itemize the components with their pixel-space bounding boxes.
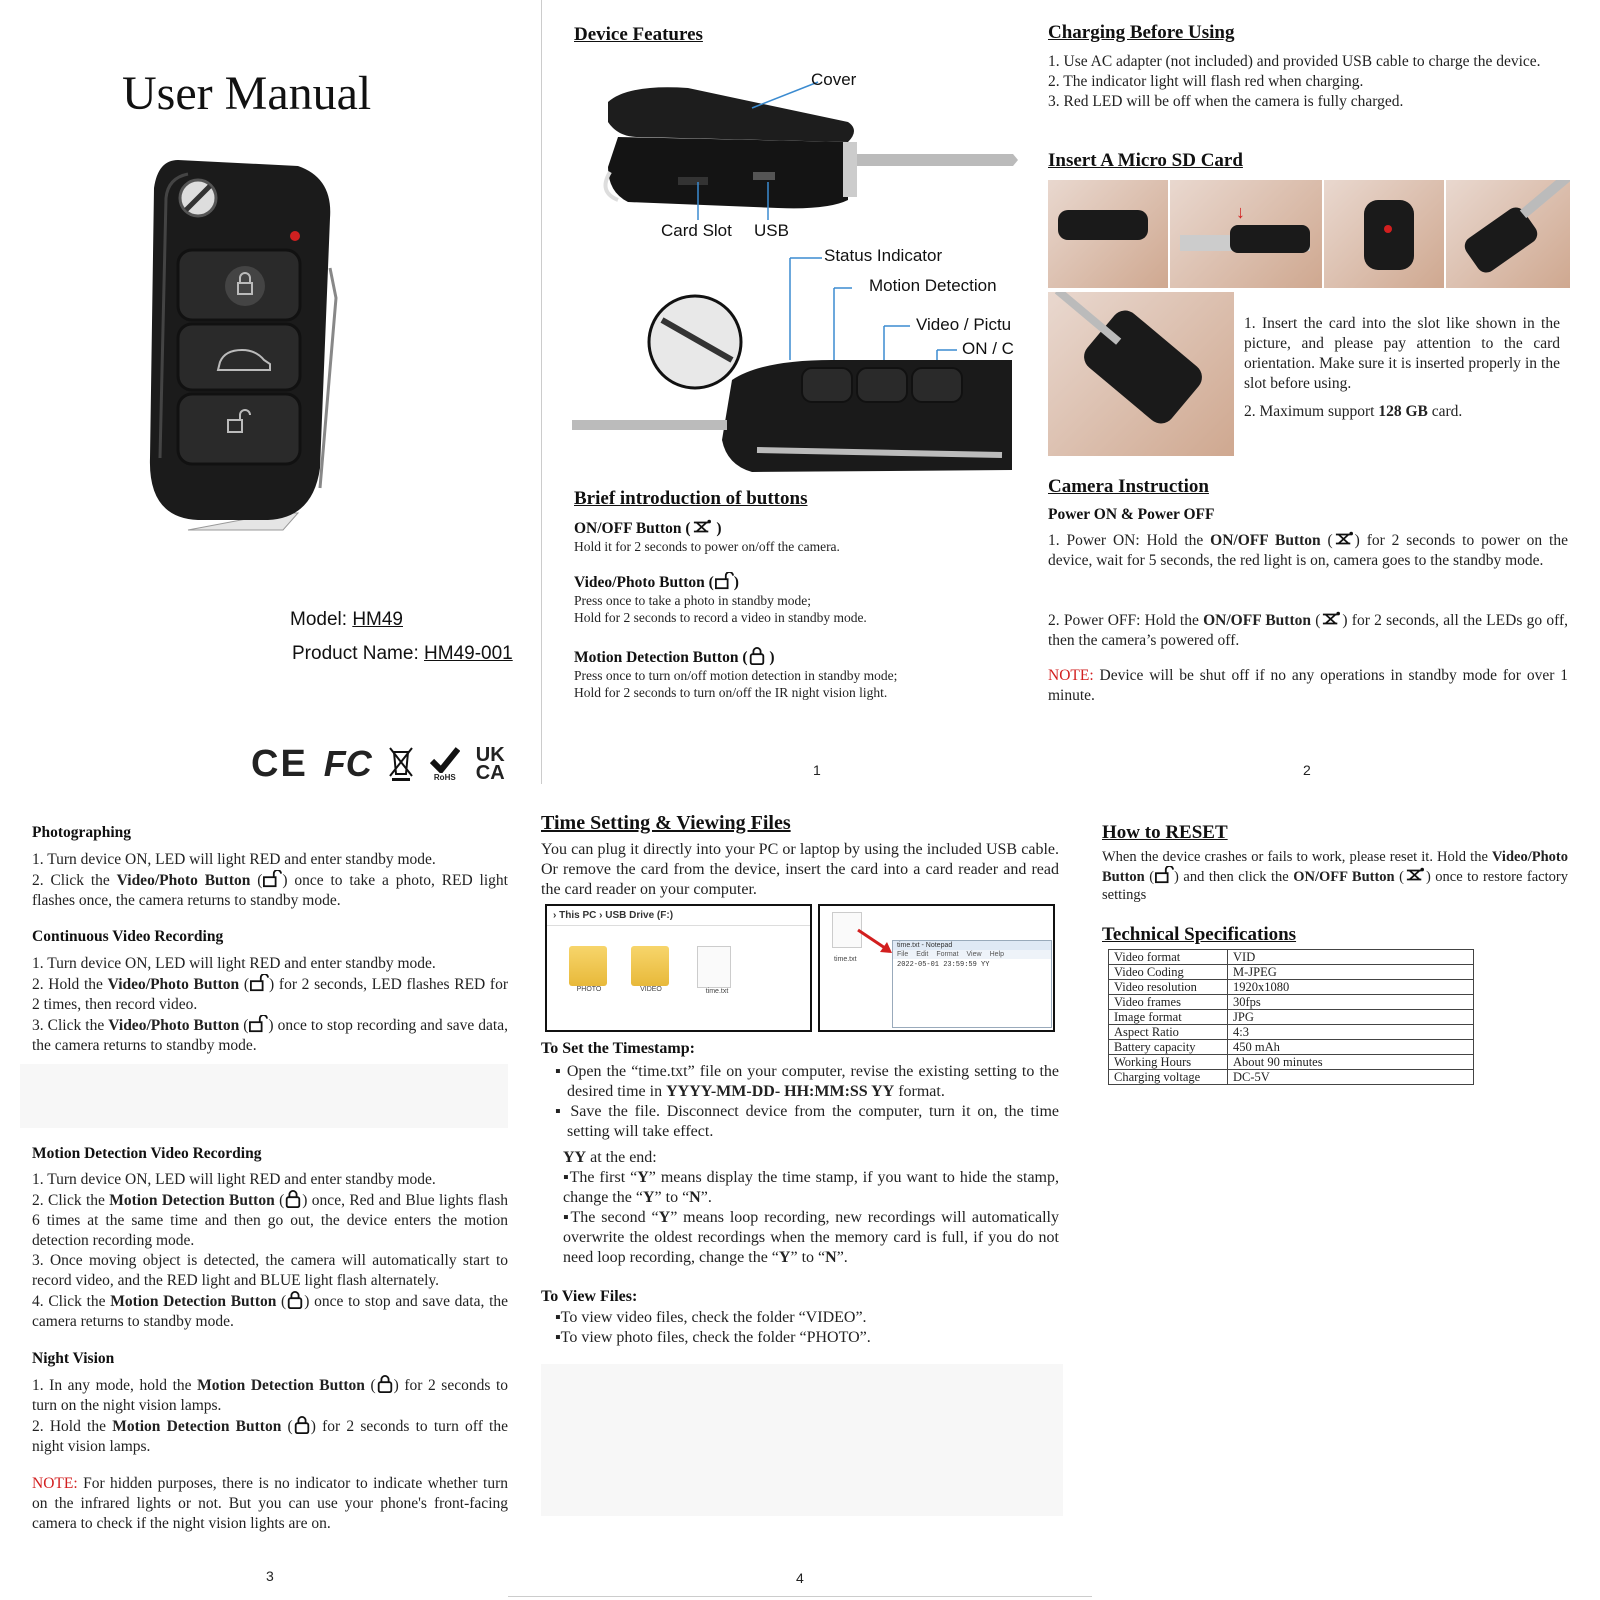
motion-recording-title: Motion Detection Video Recording <box>32 1145 262 1162</box>
reset-instruction: When the device crashes or fails to work, please reset it. Hold the Video/Photo Button ( ) and then click the ON/OFF Button ( ) once to restore factory settings <box>1102 849 1568 903</box>
menu-help[interactable]: Help <box>989 951 1004 958</box>
label-cover: Cover <box>811 70 857 89</box>
charging-list <box>1048 52 1568 112</box>
page-number-4: 4 <box>796 1570 804 1586</box>
spec-label: Video format <box>1109 950 1228 965</box>
yy-explanation: YY at the end: ▪The first “Y” means display the time stamp, if you want to hide the stamp, change the “Y” to “N”. ▪The second “Y” means loop recording, new recordings will automatically overwrite the oldest recordings when the memory card is full, if you do not need loop recording, change the “Y” to “N”. <box>563 1149 1060 1266</box>
spec-row <box>1109 1010 1474 1025</box>
page-number-2: 2 <box>1303 762 1311 778</box>
spec-label: Aspect Ratio <box>1109 1025 1228 1040</box>
spec-value: DC-5V <box>1228 1070 1474 1085</box>
label-motion-detection: Motion Detection <box>869 276 997 295</box>
power-on-instruction: 1. Power ON: Hold the ON/OFF Button ( ) for 2 seconds to power on the device, wait for 5 seconds, the red light is on, camera goes to the standby mode. <box>1048 532 1568 569</box>
weee-bin-icon <box>388 746 414 782</box>
rohs-mark: RoHS <box>430 747 460 782</box>
page-divider <box>541 0 542 784</box>
spec-value: About 90 minutes <box>1228 1055 1474 1070</box>
spec-row <box>1109 1055 1474 1070</box>
sdcard-instruction-2: 2. Maximum support 128 GB card. <box>1244 403 1463 420</box>
file-time-txt[interactable]: time.txt <box>697 946 737 1002</box>
spec-row <box>1109 995 1474 1010</box>
sdcard-photo-1 <box>1048 180 1168 288</box>
notepad-window: time.txt - Notepad File Edit Format View Help 2022-05-01 23:59:59 YY <box>892 940 1052 1028</box>
car-key-image <box>148 158 343 543</box>
sdcard-title: Insert A Micro SD Card <box>1048 150 1243 171</box>
specs-table <box>1108 949 1474 1085</box>
spec-value: 30fps <box>1228 995 1474 1010</box>
menu-view[interactable]: View <box>966 951 982 958</box>
sdcard-photo-3 <box>1324 180 1444 288</box>
spec-row <box>1109 1040 1474 1055</box>
label-usb: USB <box>754 221 789 240</box>
power-icon <box>691 518 713 536</box>
night-vision-title: Night Vision <box>32 1350 115 1367</box>
spec-value: 450 mAh <box>1228 1040 1474 1055</box>
spec-label: Working Hours <box>1109 1055 1228 1070</box>
unlock-icon <box>248 1015 268 1033</box>
page-number-3: 3 <box>266 1568 274 1584</box>
notepad-menu <box>893 950 1051 959</box>
text-file-icon <box>697 946 731 988</box>
ce-mark: CE <box>251 742 308 785</box>
menu-edit[interactable]: Edit <box>916 951 929 958</box>
unlock-icon <box>262 870 282 888</box>
notepad-content[interactable]: 2022-05-01 23:59:59 YY <box>897 961 990 969</box>
night-vision-steps: 1. In any mode, hold the Motion Detection Button ( ) for 2 seconds to turn on the night vision lamps. 2. Hold the Motion Detection Button ( ) for 2 seconds to turn off the night vision lamps. <box>32 1377 509 1455</box>
spec-label: Image format <box>1109 1010 1228 1025</box>
explorer-screenshot <box>545 904 812 1032</box>
product-name-value: HM49-001 <box>424 643 513 664</box>
sdcard-instruction-1: 1. Insert the card into the slot like shown in the picture, and please pay attention to the card orientation. Make sure it is inserted properly in the slot before using. <box>1244 315 1560 392</box>
spec-label: Battery capacity <box>1109 1040 1228 1055</box>
product-name-line: Product Name: HM49-001 <box>292 643 513 664</box>
spec-row <box>1109 950 1474 965</box>
unlock-icon <box>714 572 734 590</box>
spec-value: M-JPEG <box>1228 965 1474 980</box>
sdcard-photo-large <box>1048 292 1234 456</box>
blank-panel <box>20 1064 508 1128</box>
sdcard-photo-4 <box>1446 180 1570 288</box>
spec-row <box>1109 1070 1474 1085</box>
folder-icon <box>569 946 607 986</box>
slot-leader-lines <box>690 180 790 222</box>
folder-video[interactable]: VIDEO <box>631 946 671 1002</box>
model-line: Model: HM49 <box>290 609 403 630</box>
power-icon <box>1320 610 1342 628</box>
device-features-title: Device Features <box>574 24 703 45</box>
bottom-rule <box>508 1596 1092 1597</box>
spec-value: 1920x1080 <box>1228 980 1474 995</box>
spec-label: Video resolution <box>1109 980 1228 995</box>
unlock-icon <box>249 974 269 992</box>
page-number-1: 1 <box>813 762 821 778</box>
spec-value: VID <box>1228 950 1474 965</box>
charging-item: 1. Use AC adapter (not included) and provided USB cable to charge the device. <box>1048 53 1541 70</box>
motion-button-desc: Motion Detection Button ( ) Press once to turn on/off motion detection in standby mode; Hold for 2 seconds to turn on/off the IR night vision light. <box>574 649 898 700</box>
ukca-mark: UK CA <box>475 744 505 784</box>
lock-icon <box>293 1416 311 1434</box>
charging-title: Charging Before Using <box>1048 22 1235 43</box>
motion-recording-steps: 1. Turn device ON, LED will light RED and enter standby mode. 2. Click the Motion Detection Button ( ) once, Red and Blue lights flash 6 times at the same time and then go out, the device enters the motion detection recording mode. 3. Once moving object is detected, the camera will automatically start to record video, and the RED light and BLUE light flash alternately. 4. Click the Motion Detection Button ( ) once to stop and save data, the camera returns to standby mode. <box>32 1171 509 1330</box>
time-setting-intro: You can plug it directly into your PC or laptop by using the included USB cable. Or remove the card from the device, insert the card into a card reader and read the card reader on your computer. <box>541 841 1059 898</box>
power-icon <box>1333 530 1355 548</box>
charging-item: 3. Red LED will be off when the camera is fully charged. <box>1048 93 1404 110</box>
lock-icon <box>376 1375 394 1393</box>
unlock-icon <box>1154 866 1174 884</box>
video-photo-button-desc: Video/Photo Button ( ) Press once to take a photo in standby mode; Hold for 2 seconds to record a video in standby mode. <box>574 574 867 625</box>
onoff-button-desc: ON/OFF Button ( ) Hold it for 2 seconds to power on/off the camera. <box>574 520 840 554</box>
rohs-check-icon <box>430 747 460 773</box>
label-card-slot: Card Slot <box>661 221 732 240</box>
model-value: HM49 <box>352 609 403 630</box>
power-section-heading: Power ON & Power OFF <box>1048 506 1215 523</box>
continuous-title: Continuous Video Recording <box>32 928 224 945</box>
lock-icon <box>284 1190 302 1208</box>
charging-item: 2. The indicator light will flash red when charging. <box>1048 73 1364 90</box>
specs-title: Technical Specifications <box>1102 924 1297 945</box>
camera-instruction-title: Camera Instruction <box>1048 476 1209 497</box>
red-arrow-icon <box>856 926 896 956</box>
label-on-off: ON / C <box>962 339 1014 358</box>
spec-label: Video Coding <box>1109 965 1228 980</box>
power-note: NOTE: Device will be shut off if no any operations in standby mode for over 1 minute. <box>1048 667 1568 704</box>
spec-label: Video frames <box>1109 995 1228 1010</box>
spec-row <box>1109 965 1474 980</box>
timestamp-bullets: ▪ Open the “time.txt” file on your computer, revise the existing setting to the desired time in YYYY-MM-DD- HH:MM:SS YY format. ▪ Save the file. Disconnect device from the computer, turn it on, the time setting will take effect. <box>555 1063 1059 1140</box>
lock-icon <box>748 647 766 665</box>
menu-file[interactable]: File <box>897 951 909 958</box>
night-vision-note: NOTE: For hidden purposes, there is no indicator to indicate whether turn on the infrared lights or not. But you can use your phone's front-facing camera to check if the night vision lights are on. <box>32 1475 508 1532</box>
blank-panel <box>541 1364 1063 1516</box>
lock-icon <box>286 1291 304 1309</box>
explorer-breadcrumb: › This PC › USB Drive (F:) <box>547 906 810 926</box>
cover-title: User Manual <box>122 67 372 120</box>
spec-value: 4:3 <box>1228 1025 1474 1040</box>
photographing-steps: 1. Turn device ON, LED will light RED and enter standby mode. 2. Click the Video/Photo Button ( ) once to take a photo, RED light flashes once, the camera returns to standby mode. <box>32 851 508 909</box>
folder-icon <box>631 946 669 986</box>
sdcard-photo-2: ↓ <box>1170 180 1322 288</box>
spec-value: JPG <box>1228 1010 1474 1025</box>
time-setting-title: Time Setting & Viewing Files <box>541 812 791 834</box>
spec-row <box>1109 980 1474 995</box>
spec-row <box>1109 1025 1474 1040</box>
view-files-list: ▪To view video files, check the folder “VIDEO”. ▪To view photo files, check the folder “PHOTO”. <box>555 1309 871 1346</box>
certification-marks <box>251 744 505 784</box>
cover-leader-line <box>750 80 820 110</box>
label-status-indicator: Status Indicator <box>824 246 943 265</box>
spec-label: Charging voltage <box>1109 1070 1228 1085</box>
buttons-intro-title: Brief introduction of buttons <box>574 488 808 509</box>
folder-photo[interactable]: PHOTO <box>569 946 609 1002</box>
notepad-screenshot: time.txt time.txt - Notepad File Edit Format View Help 2022-05-01 23:59:59 YY <box>818 904 1055 1032</box>
power-icon <box>1404 866 1426 884</box>
label-video-picture: Video / Pictu <box>916 315 1012 334</box>
set-timestamp-title: To Set the Timestamp: <box>541 1040 695 1057</box>
photographing-title: Photographing <box>32 824 132 841</box>
power-off-instruction: 2. Power OFF: Hold the ON/OFF Button ( ) for 2 seconds, all the LEDs go off, then the camera’s powered off. <box>1048 612 1568 649</box>
fcc-mark: FC <box>323 743 372 784</box>
view-files-title: To View Files: <box>541 1288 638 1305</box>
menu-format[interactable]: Format <box>936 951 959 958</box>
continuous-steps: 1. Turn device ON, LED will light RED and enter standby mode. 2. Hold the Video/Photo Button ( ) for 2 seconds, LED flashes RED for 2 times, then record video. 3. Click the Video/Photo Button ( ) once to stop recording and save data, the camera returns to standby mode. <box>32 955 509 1054</box>
reset-title: How to RESET <box>1102 822 1228 843</box>
